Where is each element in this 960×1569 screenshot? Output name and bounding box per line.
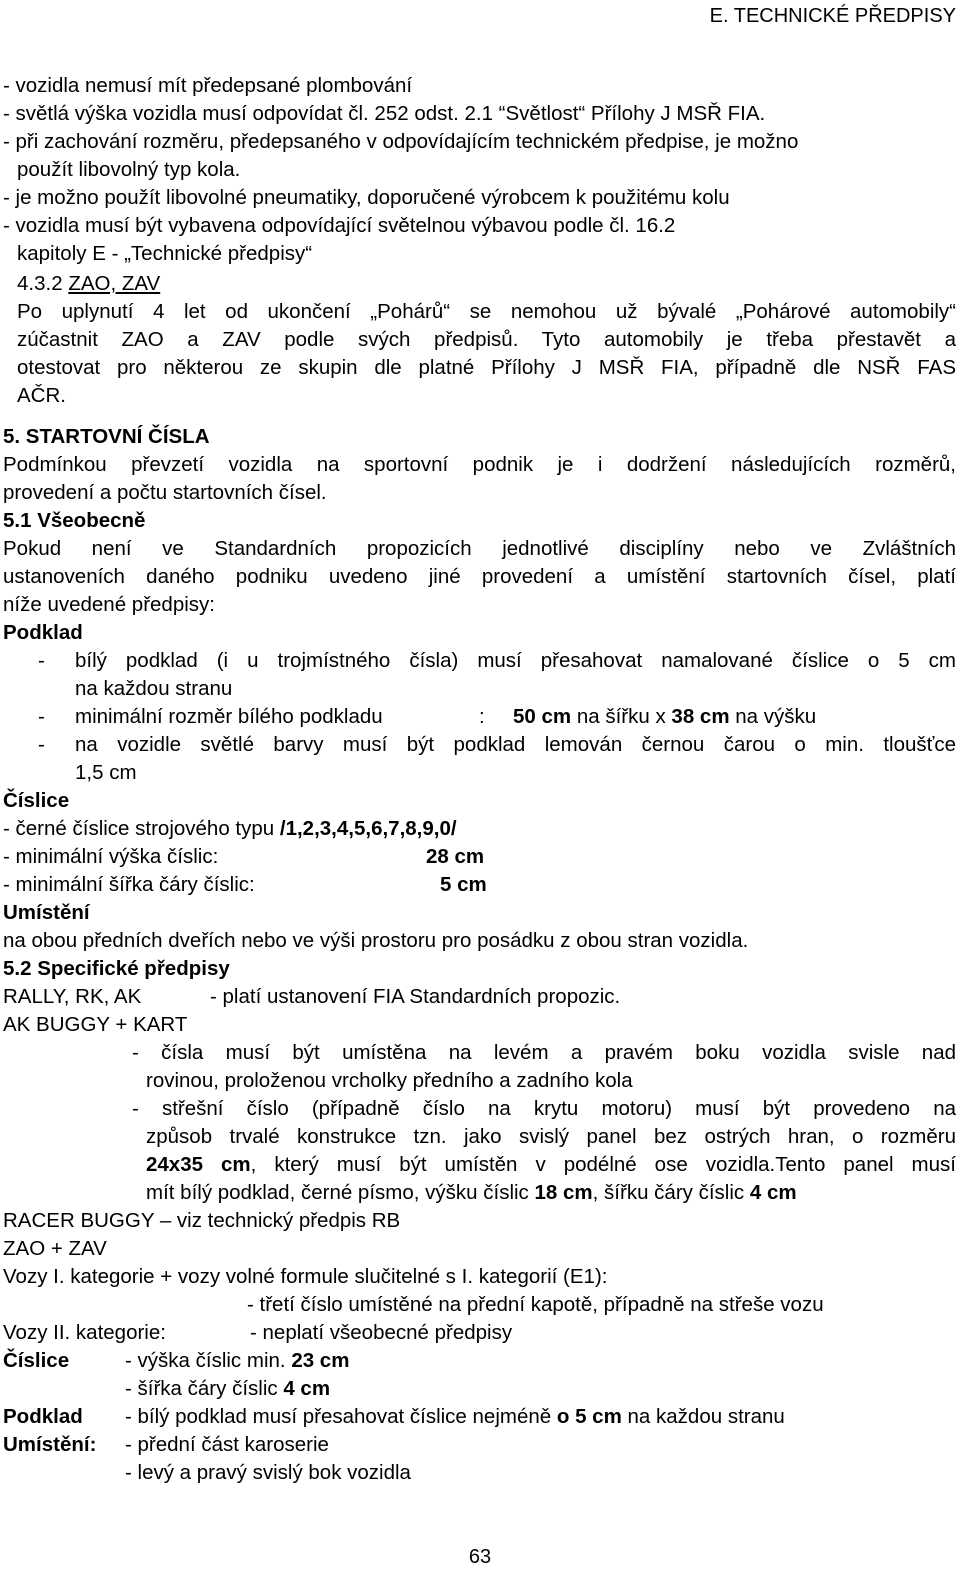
line-width: 4 cm: [749, 1181, 797, 1204]
row-label: Umístění:: [3, 1433, 97, 1456]
panel-size: 24x35 cm: [146, 1153, 251, 1176]
width-label: na šířku x: [576, 705, 666, 728]
page-header: E. TECHNICKÉ PŘEDPISY: [709, 5, 956, 27]
list-item: [0, 871, 960, 899]
category-rule: - neplatí všeobecné předpisy: [250, 1321, 513, 1344]
category-rule: - platí ustanovení FIA Standardních propozic.: [210, 985, 621, 1008]
item-value: 5 cm: [440, 873, 487, 896]
paragraph-line: ustanoveních daného podniku uvedeno jiné provedení a umístění startovních čísel, platí: [3, 565, 956, 588]
bullet-dash: -: [38, 733, 45, 756]
text-line: - je možno použít libovolné pneumatiky, doporučené výrobcem k použitému kolu: [3, 186, 730, 209]
paragraph-line: otestovat pro některou ze skupin dle platné Přílohy J MSŘ FIA, případně dle NSŘ FAS: [17, 356, 956, 379]
bullet-text: bílý podklad (i u trojmístného čísla) musí přesahovat namalované číslice o 5 cm: [75, 649, 956, 672]
row-label: Číslice: [3, 1349, 70, 1372]
text-line: - při zachování rozměru, předepsaného v odpovídajícím technickém předpise, je možno: [3, 130, 799, 153]
rule-line: - třetí číslo umístěné na přední kapotě, případně na střeše vozu: [247, 1293, 824, 1316]
rule-text: mít bílý podklad, černé písmo, výšku číslic: [146, 1181, 529, 1204]
width-value: 50 cm: [513, 705, 572, 728]
row-label: Podklad: [3, 1405, 83, 1428]
text-line: - vozidla musí být vybavena odpovídající světelnou výbavou podle čl. 16.2: [3, 214, 676, 237]
bullet-text: minimální rozměr bílého podkladu: [75, 705, 383, 728]
rule-row: [125, 1375, 960, 1403]
list-item: [0, 843, 960, 871]
rule-row: [0, 1403, 960, 1431]
bullet-item: [0, 647, 960, 675]
rule-value: 4 cm: [283, 1377, 331, 1400]
paragraph-line: AČR.: [17, 384, 66, 407]
section-title: ZAO, ZAV: [68, 272, 161, 295]
rule-line: - čísla musí být umístěna na levém a pravém boku vozidla svisle nad: [132, 1041, 956, 1064]
bullet-item: [0, 703, 960, 731]
rule-line: [146, 1151, 956, 1179]
section-heading-5-1: 5.1 Všeobecně: [3, 509, 146, 532]
category-label: ZAO + ZAV: [3, 1237, 107, 1260]
item-label: - minimální výška číslic:: [3, 845, 219, 868]
section-heading-5-2: 5.2 Specifické předpisy: [3, 957, 230, 980]
rule-text: - výška číslic min.: [125, 1349, 286, 1372]
paragraph-line: zúčastnit ZAO a ZAV podle svých předpisů. Tyto automobily je třeba přestavět a: [17, 328, 956, 351]
rule-text: - přední část karoserie: [125, 1433, 329, 1456]
row-text: [125, 1347, 349, 1375]
rule-value: 23 cm: [291, 1349, 350, 1372]
rule-line: rovinou, proloženou vrcholky předního a zadního kola: [146, 1069, 633, 1092]
rule-text: - šířka čáry číslic: [125, 1377, 278, 1400]
paragraph-line: na obou předních dveřích nebo ve výši prostoru pro posádku z obou stran vozidla.: [3, 929, 749, 952]
section-number: 4.3.2: [17, 272, 63, 295]
rule-row: [0, 1431, 960, 1459]
rule-line: způsob trvalé konstrukce tzn. jako svislý panel bez ostrých hran, o rozměru: [146, 1125, 956, 1148]
rule-text: , který musí být umístěn v podélné ose vozidla.Tento panel musí: [250, 1153, 956, 1176]
paragraph-line: provedení a počtu startovních čísel.: [3, 481, 327, 504]
bullet-text: na vozidle světlé barvy musí být podklad lemován černou čarou o min. tloušťce: [75, 733, 956, 756]
rule-line: [146, 1179, 960, 1207]
rule-text: , šířku čáry číslic: [592, 1181, 745, 1204]
text-line: - světlá výška vozidla musí odpovídat čl. 252 odst. 2.1 “Světlost“ Přílohy J MSŘ FIA.: [3, 102, 766, 125]
category-label: Vozy II. kategorie:: [3, 1321, 166, 1344]
category-label: AK BUGGY + KART: [3, 1013, 188, 1036]
category-label: RACER BUGGY – viz technický předpis RB: [3, 1209, 401, 1232]
rule-text: - bílý podklad musí přesahovat číslice nejméně: [125, 1405, 552, 1428]
text-line: použít libovolný typ kola.: [17, 158, 241, 181]
paragraph-line: níže uvedené předpisy:: [3, 593, 215, 616]
category-line: Vozy I. kategorie + vozy volné formule slučitelné s I. kategorií (E1):: [3, 1265, 608, 1288]
list-item: [3, 815, 960, 843]
section-heading-4-3-2: [17, 270, 960, 298]
item-label: - minimální šířka čáry číslic:: [3, 873, 255, 896]
bullet-text-cont: 1,5 cm: [75, 761, 137, 784]
subheading-umisteni: Umístění: [3, 901, 90, 924]
item-value: 28 cm: [426, 845, 485, 868]
rule-value: o 5 cm: [556, 1405, 622, 1428]
item-label: - černé číslice strojového typu: [3, 817, 275, 840]
subheading-podklad: Podklad: [3, 621, 83, 644]
rule-line: - střešní číslo (případně číslo na krytu motoru) musí být provedeno na: [132, 1097, 956, 1120]
bullet-colon: :: [479, 705, 485, 728]
bullet-dash: -: [38, 649, 45, 672]
text-line: kapitoly E - „Technické předpisy“: [17, 242, 313, 265]
bullet-dash: -: [38, 705, 45, 728]
row-text: [125, 1403, 785, 1431]
page-number: 63: [468, 1546, 492, 1568]
bullet-item: [0, 731, 960, 759]
rule-text: na každou stranu: [627, 1405, 785, 1428]
category-line: [0, 1319, 960, 1347]
item-value: /1,2,3,4,5,6,7,8,9,0/: [279, 817, 457, 840]
height-value: 38 cm: [671, 705, 730, 728]
section-heading-5: 5. STARTOVNÍ ČÍSLA: [3, 425, 210, 448]
paragraph-line: Pokud není ve Standardních propozicích jednotlivé disciplíny nebo ve Zvláštních: [3, 537, 956, 560]
text-line: - vozidla nemusí mít předepsané plombování: [3, 74, 413, 97]
dimension-value: [513, 703, 816, 731]
category-label: RALLY, RK, AK: [3, 985, 142, 1008]
paragraph-line: Po uplynutí 4 let od ukončení „Pohárů“ se nemohou už bývalé „Pohárové automobily“: [17, 300, 956, 323]
paragraph-line: Podmínkou převzetí vozidla na sportovní podnik je i dodržení následujících rozměrů,: [3, 453, 956, 476]
digit-height: 18 cm: [534, 1181, 593, 1204]
height-label: na výšku: [735, 705, 817, 728]
category-line: [0, 983, 960, 1011]
subheading-cislice: Číslice: [3, 789, 70, 812]
bullet-text-cont: na každou stranu: [75, 677, 233, 700]
rule-row: - levý a pravý svislý bok vozidla: [125, 1461, 411, 1484]
rule-row: [0, 1347, 960, 1375]
